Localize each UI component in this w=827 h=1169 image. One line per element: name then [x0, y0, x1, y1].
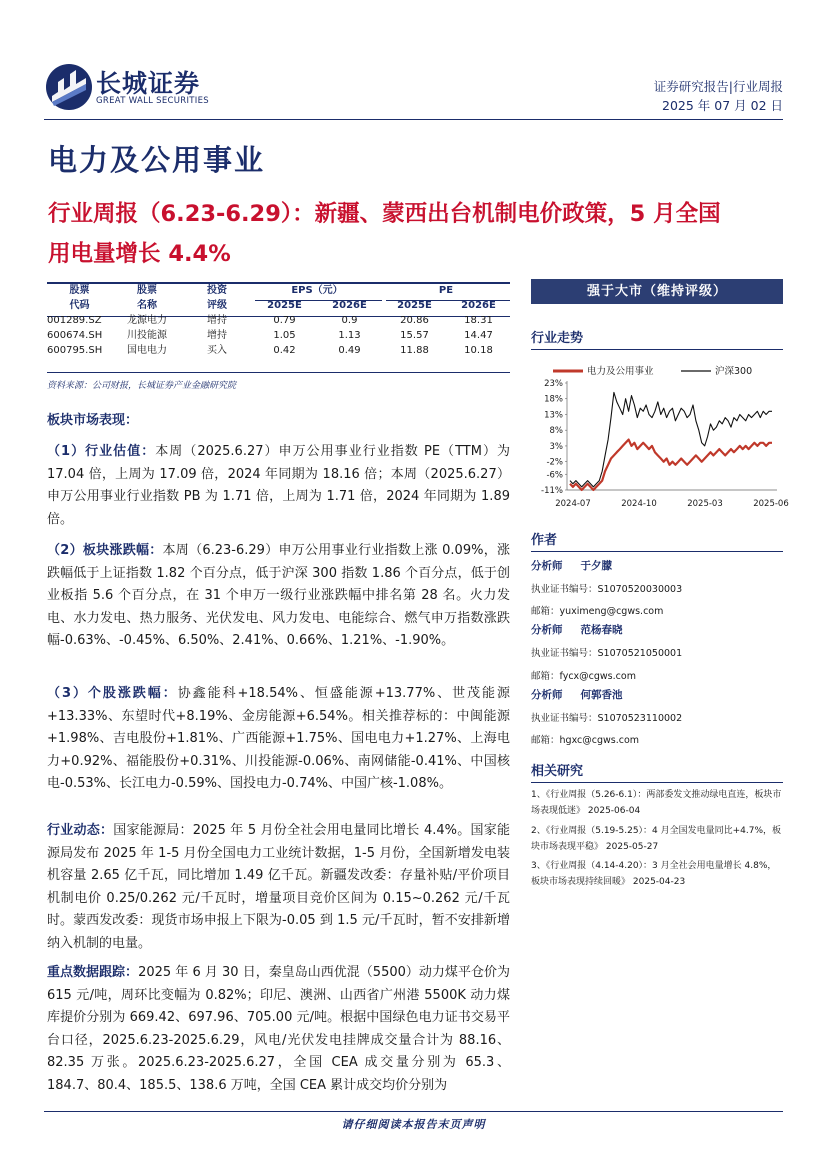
rating-badge: 强于大市（维持评级） [531, 279, 783, 304]
legend-label: 电力及公用事业 [587, 366, 654, 377]
paragraph-body: 2025 年 6 月 30 日，秦皇岛山西优混（5500）动力煤平仓价为 615 元/吨，周环比变幅为 0.82%；印尼、澳洲、山西省广州港 5500K 动力煤库提价分别为 669.42、697.96、705.00 元/吨。根据中国绿色电力证书交易平台口径，2025.6.23-2025.6.29，风电/光伏发电挂牌成交量合计为 88.16、82.35 万张。2025.6.23-2025.6.27，全国 CEA 成交量分别为 65.3、184.7、80.4、185.5、138.6 万吨，全国 CEA 累计成交均价分别为 [47, 965, 510, 1093]
research-date: 2025-05-27 [605, 842, 659, 852]
cert-number: S1070520030003 [597, 584, 683, 595]
paragraph-body: 国家能源局：2025 年 5 月份全社会用电量同比增长 4.4%。国家能源局发布 2025 年 1-5 月份全国电力工业统计数据，1-5 月份，全国新增发电装机容量 2.65 亿千瓦，同比增加 1.49 亿千瓦。新疆发改委：存量补贴/平价项目机制电价 0.25/0.262 元/千瓦时，增量项目竞价区间为 0.15~0.262 元/千瓦时。蒙西发改委：现货市场申报上下限为-0.05 到 1.5 元/千瓦时，暂不安排新增纳入机制的电量。 [47, 823, 510, 951]
research-item-3[interactable] [531, 858, 783, 890]
research-item-2[interactable] [531, 823, 783, 855]
cell-rating: 买入 [207, 345, 227, 356]
research-date: 2025-06-04 [587, 806, 641, 816]
th-eps-2026: 2026E [332, 300, 367, 311]
analyst-3-name [531, 687, 623, 702]
cell-code: 600795.SH [47, 345, 103, 356]
related-research-heading: 相关研究 [531, 760, 783, 783]
x-tick-label: 2024-07 [555, 499, 591, 509]
paragraph-valuation [47, 441, 510, 531]
paragraph-lead: （1）行业估值： [47, 444, 156, 459]
footer-divider [44, 1111, 783, 1112]
paragraph-sector-change [47, 540, 510, 653]
th-rating-a: 投资 [207, 285, 227, 296]
cell-name: 龙源电力 [127, 315, 167, 326]
cell-rating: 增持 [207, 330, 227, 341]
paragraph-data-tracking [47, 962, 510, 1097]
analyst-1-cert [531, 581, 682, 595]
cert-label: 执业证书编号： [531, 584, 598, 595]
cell-eps25: 0.42 [273, 345, 296, 356]
analyst-name-text: 于夕朦 [580, 560, 612, 572]
research-date: 2025-04-23 [632, 877, 686, 887]
th-code-b: 代码 [69, 300, 90, 311]
cell-eps26: 0.49 [338, 345, 361, 356]
logo-chinese-name: 长城证券 [96, 69, 201, 98]
x-tick-label: 2025-03 [687, 499, 723, 509]
paragraph-body: 本周（6.23-6.29）申万公用事业行业指数上涨 0.09%，涨跌幅低于上证指数 1.82 个百分点，低于沪深 300 指数 1.86 个百分点，低于创业板指 5.6 个百分点，在 31 个申万一级行业涨跌幅中排名第 28 名。火力发电、水力发电、热力服务、光伏发电、风力发电、电能综合、燃气申万指数涨跌幅-0.63%、-0.45%、6.50%、2.41%、0.66%、1.21%、-1.90%。 [47, 543, 511, 648]
report-title-line-2: 用电量增长 4.4% [48, 241, 231, 267]
table-row [47, 343, 510, 358]
research-title: 1、《行业周报（5.26-6.1）：两部委发文推动绿电直连，板块市场表现低迷》 [531, 790, 782, 816]
th-pe-2026: 2026E [461, 300, 496, 311]
report-date: 2025 年 07 月 02 日 [662, 98, 783, 113]
th-eps-2025: 2025E [267, 300, 302, 311]
research-title: 2、《行业周报（5.19-5.25）：4 月全国发电量同比+4.7%，板块市场表现平稳》 [531, 826, 782, 852]
sector-title: 电力及公用事业 [48, 143, 266, 177]
analyst-name-text: 范杨春晓 [580, 624, 623, 636]
header-divider [44, 119, 783, 120]
y-tick-label: 18% [544, 394, 563, 405]
cell-eps25: 1.05 [273, 330, 296, 341]
paragraph-body: 协鑫能科+18.54%、恒盛能源+13.77%、世茂能源+13.33%、东望时代+8.19%、金房能源+6.54%。相关推荐标的：中闽能源+1.98%、吉电股份+1.81%、广西能源+1.75%、国电电力+1.27%、上海电力+0.92%、福能股份+0.31%、川投能源-0.06%、南网储能-0.41%、中国核电-0.53%、长江电力-0.59%、国投电力-0.74%、中国广核-1.08%。 [47, 686, 510, 791]
cell-eps26: 1.13 [338, 330, 361, 341]
industry-trend-chart [531, 362, 789, 512]
cell-pe26: 10.18 [464, 345, 493, 356]
cert-number: S1070523110002 [597, 713, 683, 724]
paragraph-industry-news [47, 820, 510, 955]
analyst-2-email [531, 668, 636, 682]
analyst-role: 分析师 [531, 689, 563, 701]
email-address[interactable]: yuximeng@cgws.com [559, 606, 664, 617]
paragraph-stock-change [47, 683, 510, 796]
legend-label: 沪深300 [715, 366, 753, 377]
trend-heading: 行业走势 [531, 327, 783, 350]
y-tick-label: 23% [544, 379, 563, 389]
cell-pe25: 15.57 [400, 330, 429, 341]
y-tick-label: -11% [541, 486, 563, 496]
x-tick-label: 2025-06 [753, 499, 789, 509]
cell-pe25: 11.88 [400, 345, 429, 356]
series-line-csi300 [570, 392, 772, 487]
table-bottom-rule [47, 372, 510, 373]
paragraph-lead: （3）个股涨跌幅： [47, 686, 178, 701]
cert-label: 执业证书编号： [531, 713, 598, 724]
x-tick-label: 2024-10 [621, 499, 657, 509]
analyst-1-email [531, 603, 663, 617]
th-rating-b: 评级 [207, 300, 227, 311]
cell-name: 川投能源 [127, 330, 167, 341]
cell-pe26: 14.47 [464, 330, 493, 341]
cell-name: 国电电力 [127, 345, 167, 356]
email-label: 邮箱： [531, 606, 560, 617]
cert-number: S1070521050001 [597, 648, 683, 659]
series-line-utilities [570, 440, 772, 490]
cell-eps25: 0.79 [273, 315, 296, 326]
market-section-heading: 板块市场表现： [47, 413, 139, 428]
table-source-note: 资料来源：公司财报，长城证券产业金融研究院 [47, 381, 237, 391]
email-label: 邮箱： [531, 735, 560, 746]
email-address[interactable]: hgxc@cgws.com [559, 735, 640, 746]
y-tick-label: -2% [546, 457, 563, 468]
analyst-2-name [531, 622, 623, 637]
th-eps: EPS（元） [291, 285, 343, 296]
stock-rating-table [47, 283, 510, 358]
footer-disclaimer: 请仔细阅读本报告末页声明 [341, 1118, 486, 1131]
th-code-a: 股票 [69, 285, 90, 296]
authors-heading: 作者 [531, 529, 783, 552]
analyst-2-cert [531, 645, 682, 659]
research-title: 3、《行业周报（4.14-4.20）：3 月全社会用电量增长 4.8%，板块市场表现持续回暖》 [531, 861, 777, 887]
research-item-1[interactable] [531, 787, 783, 819]
analyst-3-cert [531, 710, 682, 724]
email-address[interactable]: fycx@cgws.com [559, 671, 636, 682]
th-pe: PE [438, 285, 454, 296]
analyst-3-email [531, 732, 639, 746]
th-name-b: 名称 [137, 300, 157, 311]
table-row [47, 313, 510, 328]
analyst-role: 分析师 [531, 624, 563, 636]
report-type: 证券研究报告|行业周报 [653, 79, 783, 94]
analyst-role: 分析师 [531, 560, 563, 572]
email-label: 邮箱： [531, 671, 560, 682]
cell-code: 001289.SZ [47, 315, 102, 326]
cell-code: 600674.SH [47, 330, 103, 341]
paragraph-body: 本周（2025.6.27）申万公用事业行业指数 PE（TTM）为 17.04 倍，上周为 17.09 倍，2024 年同期为 18.16 倍；本周（2025.6.27）申万公用事业行业指数 PB 为 1.71 倍，上周为 1.71 倍，2024 年同期为 1.89 倍。 [47, 444, 511, 527]
report-title-line-1: 行业周报（6.23-6.29）：新疆、蒙西出台机制电价政策，5 月全国 [48, 201, 721, 227]
cell-pe26: 18.31 [464, 315, 493, 326]
analyst-1-name [531, 558, 612, 573]
y-tick-label: 3% [549, 441, 563, 452]
th-pe-2025: 2025E [397, 300, 432, 311]
cell-rating: 增持 [207, 315, 227, 326]
y-tick-label: 13% [544, 410, 563, 421]
th-name-a: 股票 [137, 285, 157, 296]
y-tick-label: -6% [546, 470, 563, 481]
y-tick-label: 8% [549, 426, 563, 437]
company-logo [44, 62, 94, 112]
table-row [47, 328, 510, 343]
cert-label: 执业证书编号： [531, 648, 598, 659]
logo-english-name: GREAT WALL SECURITIES [96, 96, 209, 106]
paragraph-lead: 重点数据跟踪： [47, 965, 139, 980]
analyst-name-text: 何郭香池 [580, 689, 623, 701]
paragraph-lead: 行业动态： [47, 823, 114, 838]
cell-pe25: 20.86 [400, 315, 429, 326]
cell-eps26: 0.9 [341, 315, 358, 326]
paragraph-lead: （2）板块涨跌幅： [47, 543, 163, 558]
